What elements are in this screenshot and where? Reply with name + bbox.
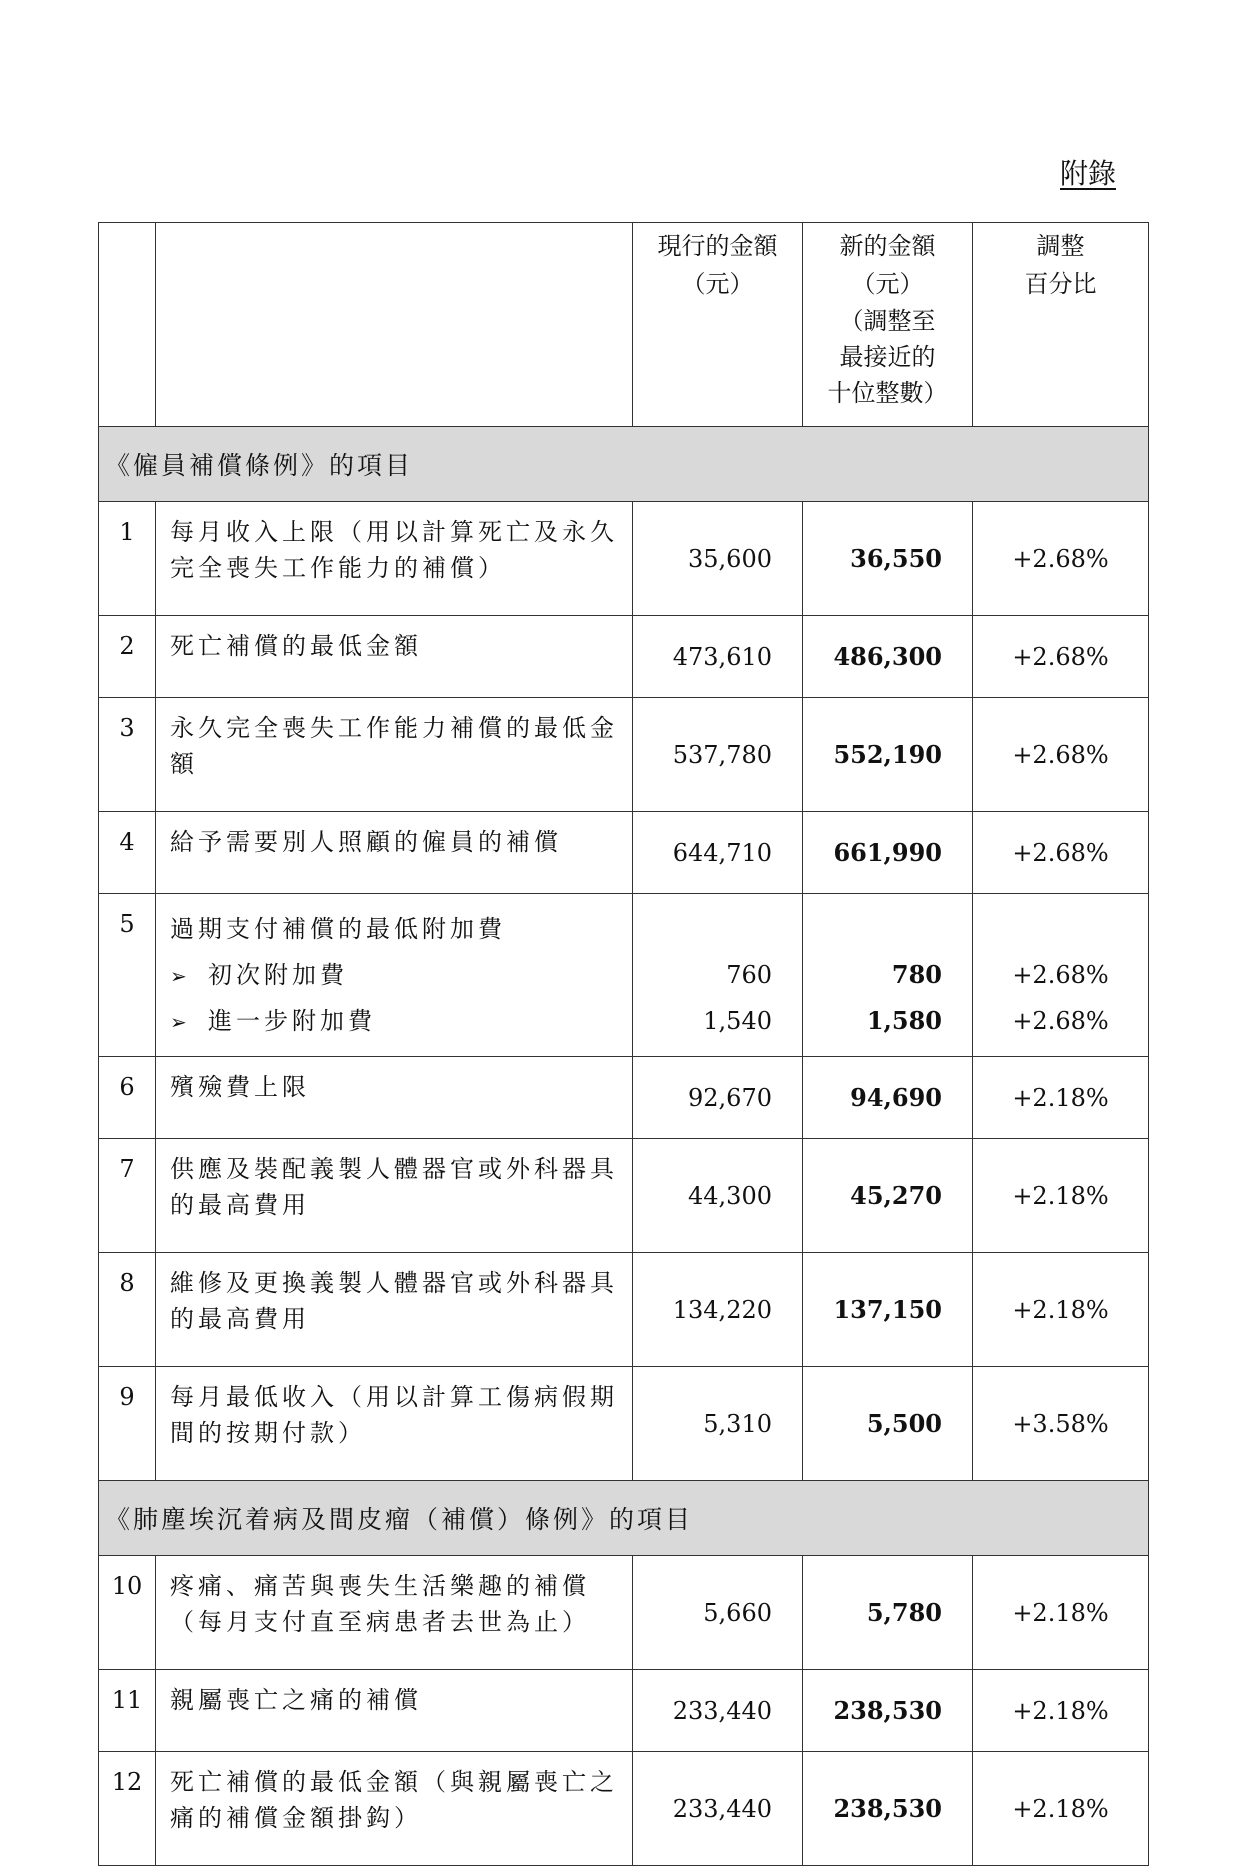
row-percentage: +2.68% — [973, 812, 1149, 894]
row-item: 維修及更換義製人體器官或外科器具的最高費用 — [156, 1253, 633, 1367]
row-number: 10 — [99, 1556, 156, 1670]
row-new-amount: 5,780 — [803, 1556, 973, 1670]
row-new-amount: 5,500 — [803, 1367, 973, 1481]
header-new-line4: 最接近的 — [839, 343, 936, 371]
header-row — [99, 223, 1149, 427]
row-number: 5 — [99, 894, 156, 1057]
row-percentage: +2.68% — [973, 616, 1149, 698]
row-item: 供應及裝配義製人體器官或外科器具的最高費用 — [156, 1139, 633, 1253]
sub-percentage: +2.68% — [1012, 1007, 1109, 1035]
row-number: 2 — [99, 616, 156, 698]
header-current-line1: 現行的金額 — [657, 232, 778, 260]
row-number: 8 — [99, 1253, 156, 1367]
section-title: 《肺塵埃沉着病及間皮瘤（補償）條例》的項目 — [99, 1481, 1149, 1556]
arrow-bullet-icon: ➢ — [170, 964, 187, 988]
table-row — [99, 1253, 1149, 1367]
row-new-amount: 45,270 — [803, 1139, 973, 1253]
row-percentage: +2.18% — [973, 1752, 1149, 1866]
row-item: 親屬喪亡之痛的補償 — [156, 1670, 633, 1752]
row-current-amount: 473,610 — [633, 616, 803, 698]
header-new-line2: （元） — [851, 270, 924, 298]
row-number: 9 — [99, 1367, 156, 1481]
compensation-table — [98, 222, 1149, 1866]
row-new-amount: 94,690 — [803, 1057, 973, 1139]
sub-item-label: 進一步附加費 — [208, 1007, 376, 1035]
row-number: 4 — [99, 812, 156, 894]
header-adjustment-percentage — [973, 223, 1149, 427]
sub-new-amount: 780 — [891, 960, 942, 989]
header-new-line5: 十位整數） — [827, 379, 948, 407]
row-item: 死亡補償的最低金額 — [156, 616, 633, 698]
row-item: 死亡補償的最低金額（與親屬喪亡之痛的補償金額掛鈎） — [156, 1752, 633, 1866]
sub-item — [170, 952, 620, 998]
row-new-amount: 486,300 — [803, 616, 973, 698]
table-row — [99, 698, 1149, 812]
section-title: 《僱員補償條例》的項目 — [99, 427, 1149, 502]
row-item: 每月最低收入（用以計算工傷病假期間的按期付款） — [156, 1367, 633, 1481]
header-new-line1: 新的金額 — [839, 232, 936, 260]
row-current-amount: 233,440 — [633, 1752, 803, 1866]
sub-new-amount: 1,580 — [866, 1006, 942, 1035]
row-current-amount: 233,440 — [633, 1670, 803, 1752]
header-number-cell — [99, 223, 156, 427]
table-row — [99, 1752, 1149, 1866]
sub-current-amount: 760 — [726, 961, 772, 989]
section-heading — [99, 427, 1149, 502]
table-row — [99, 812, 1149, 894]
row-number: 1 — [99, 502, 156, 616]
row-item: 疼痛、痛苦與喪失生活樂趣的補償（每月支付直至病患者去世為止） — [156, 1556, 633, 1670]
arrow-bullet-icon: ➢ — [170, 1010, 187, 1034]
header-pct-line2: 百分比 — [1024, 270, 1097, 298]
header-new-line3: （調整至 — [839, 307, 936, 335]
header-new-amount — [803, 223, 973, 427]
sub-percentage: +2.68% — [1012, 961, 1109, 989]
row-number: 11 — [99, 1670, 156, 1752]
appendix-label: 附錄 — [1060, 157, 1117, 190]
header-pct-line1: 調整 — [1036, 232, 1085, 260]
row-percentage: +2.18% — [973, 1057, 1149, 1139]
row-percentage: +2.18% — [973, 1139, 1149, 1253]
row-current-amount: 644,710 — [633, 812, 803, 894]
row-item: 每月收入上限（用以計算死亡及永久完全喪失工作能力的補償） — [156, 502, 633, 616]
table-row — [99, 502, 1149, 616]
row-current-amount — [633, 894, 803, 1057]
table-row — [99, 894, 1149, 1057]
row-current-amount: 35,600 — [633, 502, 803, 616]
row-current-amount: 44,300 — [633, 1139, 803, 1253]
row-item: 殯殮費上限 — [156, 1057, 633, 1139]
row-current-amount: 92,670 — [633, 1057, 803, 1139]
row-item-heading: 過期支付補償的最低附加費 — [170, 915, 506, 943]
header-current-amount — [633, 223, 803, 427]
row-new-amount: 137,150 — [803, 1253, 973, 1367]
row-new-amount: 661,990 — [803, 812, 973, 894]
row-percentage: +3.58% — [973, 1367, 1149, 1481]
table-row — [99, 1556, 1149, 1670]
row-number: 12 — [99, 1752, 156, 1866]
row-number: 3 — [99, 698, 156, 812]
row-item: 給予需要別人照顧的僱員的補償 — [156, 812, 633, 894]
row-new-amount: 238,530 — [803, 1670, 973, 1752]
row-percentage — [973, 894, 1149, 1057]
table-row — [99, 1057, 1149, 1139]
row-new-amount — [803, 894, 973, 1057]
row-percentage: +2.68% — [973, 502, 1149, 616]
row-current-amount: 537,780 — [633, 698, 803, 812]
row-number: 7 — [99, 1139, 156, 1253]
row-item — [156, 894, 633, 1057]
row-percentage: +2.18% — [973, 1670, 1149, 1752]
table-row — [99, 1139, 1149, 1253]
row-current-amount: 5,310 — [633, 1367, 803, 1481]
row-percentage: +2.18% — [973, 1556, 1149, 1670]
row-percentage: +2.68% — [973, 698, 1149, 812]
row-new-amount: 238,530 — [803, 1752, 973, 1866]
header-item-cell — [156, 223, 633, 427]
row-new-amount: 36,550 — [803, 502, 973, 616]
row-percentage: +2.18% — [973, 1253, 1149, 1367]
row-new-amount: 552,190 — [803, 698, 973, 812]
sub-item — [170, 998, 620, 1044]
section-heading — [99, 1481, 1149, 1556]
row-item: 永久完全喪失工作能力補償的最低金額 — [156, 698, 633, 812]
table-row — [99, 1670, 1149, 1752]
row-current-amount: 134,220 — [633, 1253, 803, 1367]
row-current-amount: 5,660 — [633, 1556, 803, 1670]
sub-item-label: 初次附加費 — [208, 961, 348, 989]
table-row — [99, 1367, 1149, 1481]
row-number: 6 — [99, 1057, 156, 1139]
sub-current-amount: 1,540 — [703, 1007, 772, 1035]
table-row — [99, 616, 1149, 698]
header-current-line2: （元） — [681, 270, 754, 298]
